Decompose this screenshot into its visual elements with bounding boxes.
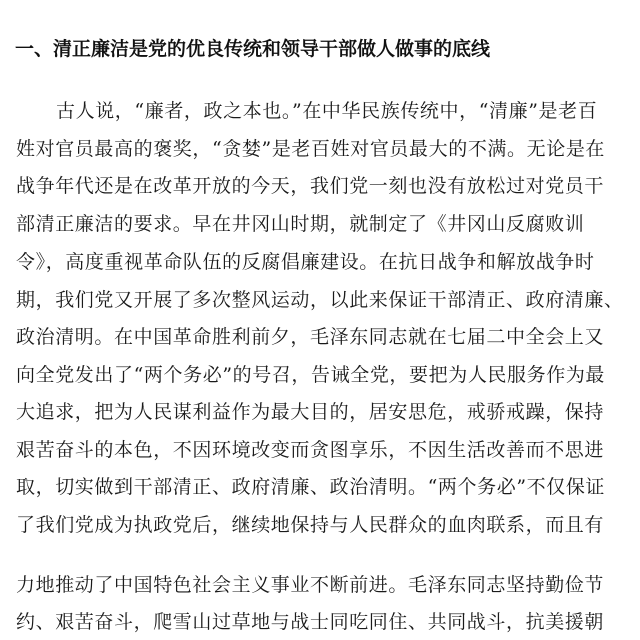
paragraph-line: 期，我们党又开展了多次整风运动，以此来保证干部清正、政府清廉、: [16, 289, 624, 311]
paragraph-line: 政治清明。在中国革命胜利前夕，毛泽东同志就在七届二中全会上又: [16, 326, 605, 348]
paragraph-line: 艰苦奋斗的本色，不因环境改变而贪图享乐，不因生活改善而不思进: [16, 439, 605, 461]
paragraph-line: 姓对官员最高的褒奖，“贪婪”是老百姓对官员最大的不满。无论是在: [16, 138, 606, 160]
section-heading: 一、清正廉洁是党的优良传统和领导干部做人做事的底线: [15, 38, 491, 60]
paragraph-line: 大追求，把为人民谋利益作为最大目的，居安思危，戒骄戒躁，保持: [16, 401, 605, 423]
paragraph-line: 取，切实做到干部清正、政府清廉、政治清明。“两个务必”不仅保证: [16, 476, 606, 498]
paragraph-line: 力地推动了中国特色社会主义事业不断前进。毛泽东同志坚持勤俭节: [16, 574, 605, 596]
paragraph-line: 向全党发出了“两个务必”的号召，告诫全党，要把为人民服务作为最: [16, 364, 606, 386]
paragraph-line: 约、艰苦奋斗，爬雪山过草地与战士同吃同住、共同战斗，抗美援朝: [16, 611, 605, 633]
paragraph-line: 了我们党成为执政党后，继续地保持与人民群众的血肉联系，而且有: [16, 514, 605, 536]
paragraph-line: 部清正廉洁的要求。早在井冈山时期，就制定了《井冈山反腐败训: [16, 213, 585, 235]
paragraph-line: 古人说，“廉者，政之本也。”在中华民族传统中，“清廉”是老百: [56, 100, 598, 122]
paragraph-line: 战争年代还是在改革开放的今天，我们党一刻也没有放松过对党员干: [16, 175, 605, 197]
paragraph-line: 令》，高度重视革命队伍的反腐倡廉建设。在抗日战争和解放战争时: [16, 251, 595, 273]
